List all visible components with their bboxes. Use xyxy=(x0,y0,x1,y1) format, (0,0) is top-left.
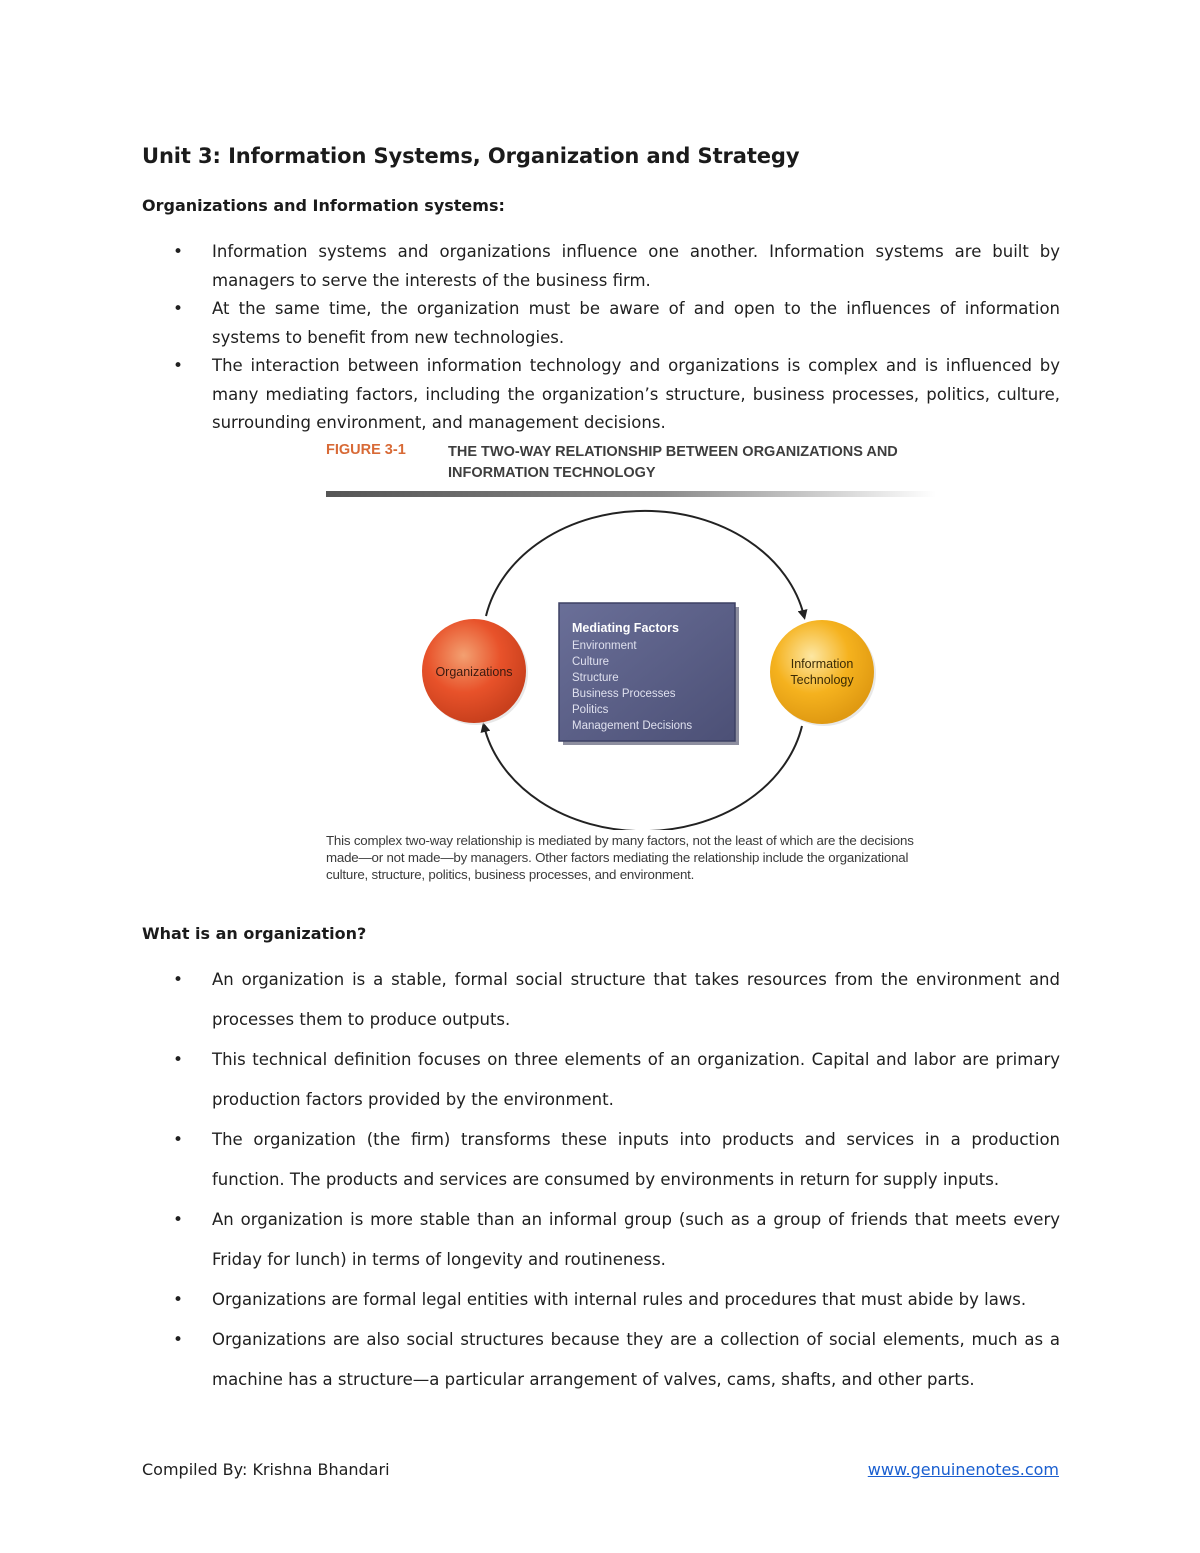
section-heading-what-is-an-organization: What is an organization? xyxy=(142,924,367,943)
section-heading-organizations-and-is: Organizations and Information systems: xyxy=(142,196,505,215)
figure-rule xyxy=(326,491,936,497)
information-technology-node xyxy=(770,620,874,724)
figure-two-way-relationship xyxy=(326,440,938,890)
factor-business-processes: Business Processes xyxy=(572,688,676,700)
bullet-list-what-is-an-organization xyxy=(142,960,1060,1400)
figure-number: FIGURE 3-1 xyxy=(326,442,406,458)
list-item: • Organizations are also social structures because they are a collection of social elements, much as a machine has a structure—a particular arrangement of valves, cams, shafts, and other parts. xyxy=(142,1320,1060,1400)
list-item: • At the same time, the organization must be aware of and open to the influences of information systems to benefit from new technologies. xyxy=(142,295,1060,352)
factor-politics: Politics xyxy=(572,704,609,716)
page-title: Unit 3: Information Systems, Organization and Strategy xyxy=(142,144,800,168)
list-item: • Organizations are formal legal entities with internal rules and procedures that must abide by laws. xyxy=(142,1280,1060,1320)
it-label-line2: Technology xyxy=(790,673,854,687)
figure-diagram xyxy=(326,440,938,830)
footer-website-link[interactable]: www.genuinenotes.com xyxy=(867,1460,1059,1479)
factor-structure: Structure xyxy=(572,672,619,684)
factor-environment: Environment xyxy=(572,640,637,652)
arrow-org-to-it xyxy=(486,511,804,616)
list-item: • Information systems and organizations influence one another. Information systems are built by managers to serve the interests of the business firm. xyxy=(142,238,1060,295)
list-item: • The interaction between information technology and organizations is complex and is influenced by many mediating factors, including the organization’s structure, business processes, politics, culture, surrounding environment, and management decisions. xyxy=(142,352,1060,438)
list-item: • An organization is a stable, formal social structure that takes resources from the environment and processes them to produce outputs. xyxy=(142,960,1060,1040)
mediating-factors-heading: Mediating Factors xyxy=(572,621,679,635)
list-item: • The organization (the firm) transforms these inputs into products and services in a production function. The products and services are consumed by environments in return for supply inputs. xyxy=(142,1120,1060,1200)
list-item: • This technical definition focuses on three elements of an organization. Capital and labor are primary production factors provided by the environment. xyxy=(142,1040,1060,1120)
list-item: • An organization is more stable than an informal group (such as a group of friends that meets every Friday for lunch) in terms of longevity and routineness. xyxy=(142,1200,1060,1280)
footer-compiled-by: Compiled By: Krishna Bhandari xyxy=(142,1460,390,1479)
organizations-label: Organizations xyxy=(435,665,513,679)
figure-title: THE TWO-WAY RELATIONSHIP BETWEEN ORGANIZATIONS AND INFORMATION TECHNOLOGY xyxy=(448,444,898,481)
it-label-line1: Information xyxy=(790,657,854,671)
factor-culture: Culture xyxy=(572,656,610,668)
bullet-list-organizations-and-is xyxy=(142,238,1060,438)
factor-management-decisions: Management Decisions xyxy=(572,720,693,732)
figure-caption: This complex two-way relationship is mediated by many factors, not the least of which are the decisions made—or not made—by managers. Other factors mediating the relationship include the organizational culture, structure, politics, business processes, and environment. xyxy=(326,833,914,882)
